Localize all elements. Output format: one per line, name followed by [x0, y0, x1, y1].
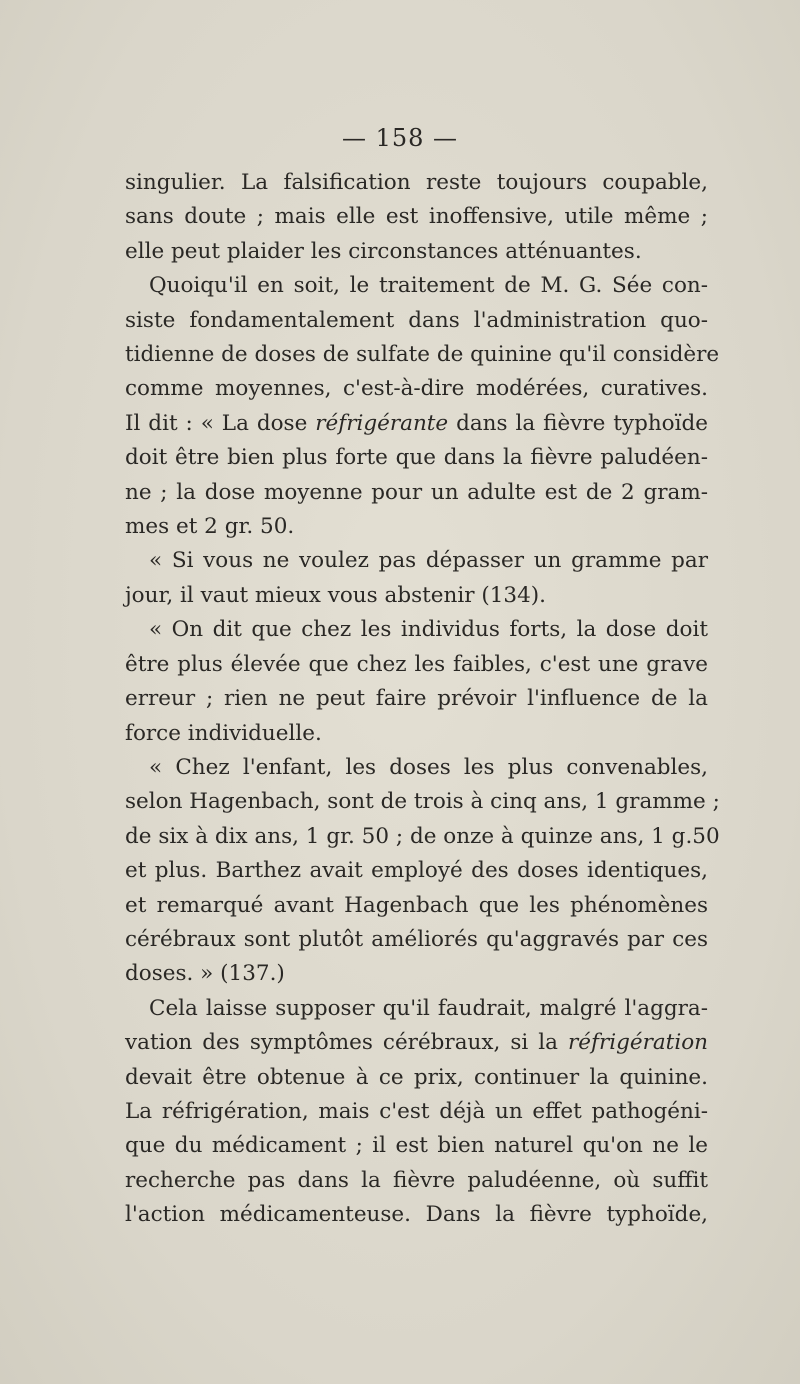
text-line — [125, 1026, 708, 1060]
text-line: La réfrigération, mais c'est déjà un effet pathogéni- — [125, 1098, 708, 1124]
text-line — [125, 407, 708, 441]
text-line: de six à dix ans, 1 gr. 50 ; de onze à quinze ans, 1 g.50 — [125, 823, 720, 849]
text-line: force individuelle. — [125, 720, 322, 746]
text-run: dans la fièvre typhoïde — [448, 410, 708, 436]
text-line: ne ; la dose moyenne pour un adulte est de 2 gram- — [125, 479, 708, 505]
text-line: devait être obtenue à ce prix, continuer la quinine. — [125, 1064, 708, 1090]
text-run: Il dit : « La dose — [125, 410, 316, 436]
text-line: et plus. Barthez avait employé des doses identiques, — [125, 858, 708, 884]
text-line: et remarqué avant Hagenbach que les phénomènes — [125, 892, 708, 918]
text-line: l'action médicamenteuse. Dans la fièvre typhoïde, — [125, 1202, 708, 1228]
text-line: Quoiqu'il en soit, le traitement de M. G. Sée con- — [149, 273, 708, 299]
text-line: « Chez l'enfant, les doses les plus convenables, — [149, 754, 708, 780]
text-line: erreur ; rien ne peut faire prévoir l'influence de la — [125, 686, 708, 712]
text-line: doses. » (137.) — [125, 961, 285, 987]
text-line: doit être bien plus forte que dans la fièvre paludéen- — [125, 445, 708, 471]
text-line: sans doute ; mais elle est inoffensive, utile même ; — [125, 204, 708, 230]
text-line: cérébraux sont plutôt améliorés qu'aggravés par ces — [125, 926, 708, 952]
italic-term: réfrigérante — [315, 410, 449, 436]
text-run: vation des symptômes cérébraux, si la — [125, 1030, 568, 1056]
text-line: comme moyennes, c'est-à-dire modérées, curatives. — [125, 376, 708, 402]
italic-term: réfrigération — [567, 1030, 708, 1056]
text-line: être plus élevée que chez les faibles, c'est une grave — [125, 651, 708, 677]
text-line: selon Hagenbach, sont de trois à cinq ans, 1 gramme ; — [125, 789, 720, 815]
text-line: siste fondamentalement dans l'administration quo- — [125, 307, 708, 333]
page-number: — 158 — — [341, 124, 459, 152]
text-line: que du médicament ; il est bien naturel qu'on ne le — [125, 1133, 708, 1159]
text-line: Cela laisse supposer qu'il faudrait, malgré l'aggra- — [149, 995, 708, 1021]
text-line: « On dit que chez les individus forts, la dose doit — [149, 617, 708, 643]
text-line: singulier. La falsification reste toujours coupable, — [125, 170, 708, 195]
text-line: elle peut plaider les circonstances atténuantes. — [125, 238, 642, 264]
text-line: jour, il vaut mieux vous abstenir (134). — [125, 582, 546, 608]
text-line: tidienne de doses de sulfate de quinine qu'il considère — [125, 342, 720, 368]
text-line: recherche pas dans la fièvre paludéenne, où suffit — [125, 1167, 708, 1193]
body-text — [125, 166, 720, 1233]
text-line: mes et 2 gr. 50. — [125, 514, 295, 540]
text-line: « Si vous ne voulez pas dépasser un gramme par — [149, 548, 708, 574]
